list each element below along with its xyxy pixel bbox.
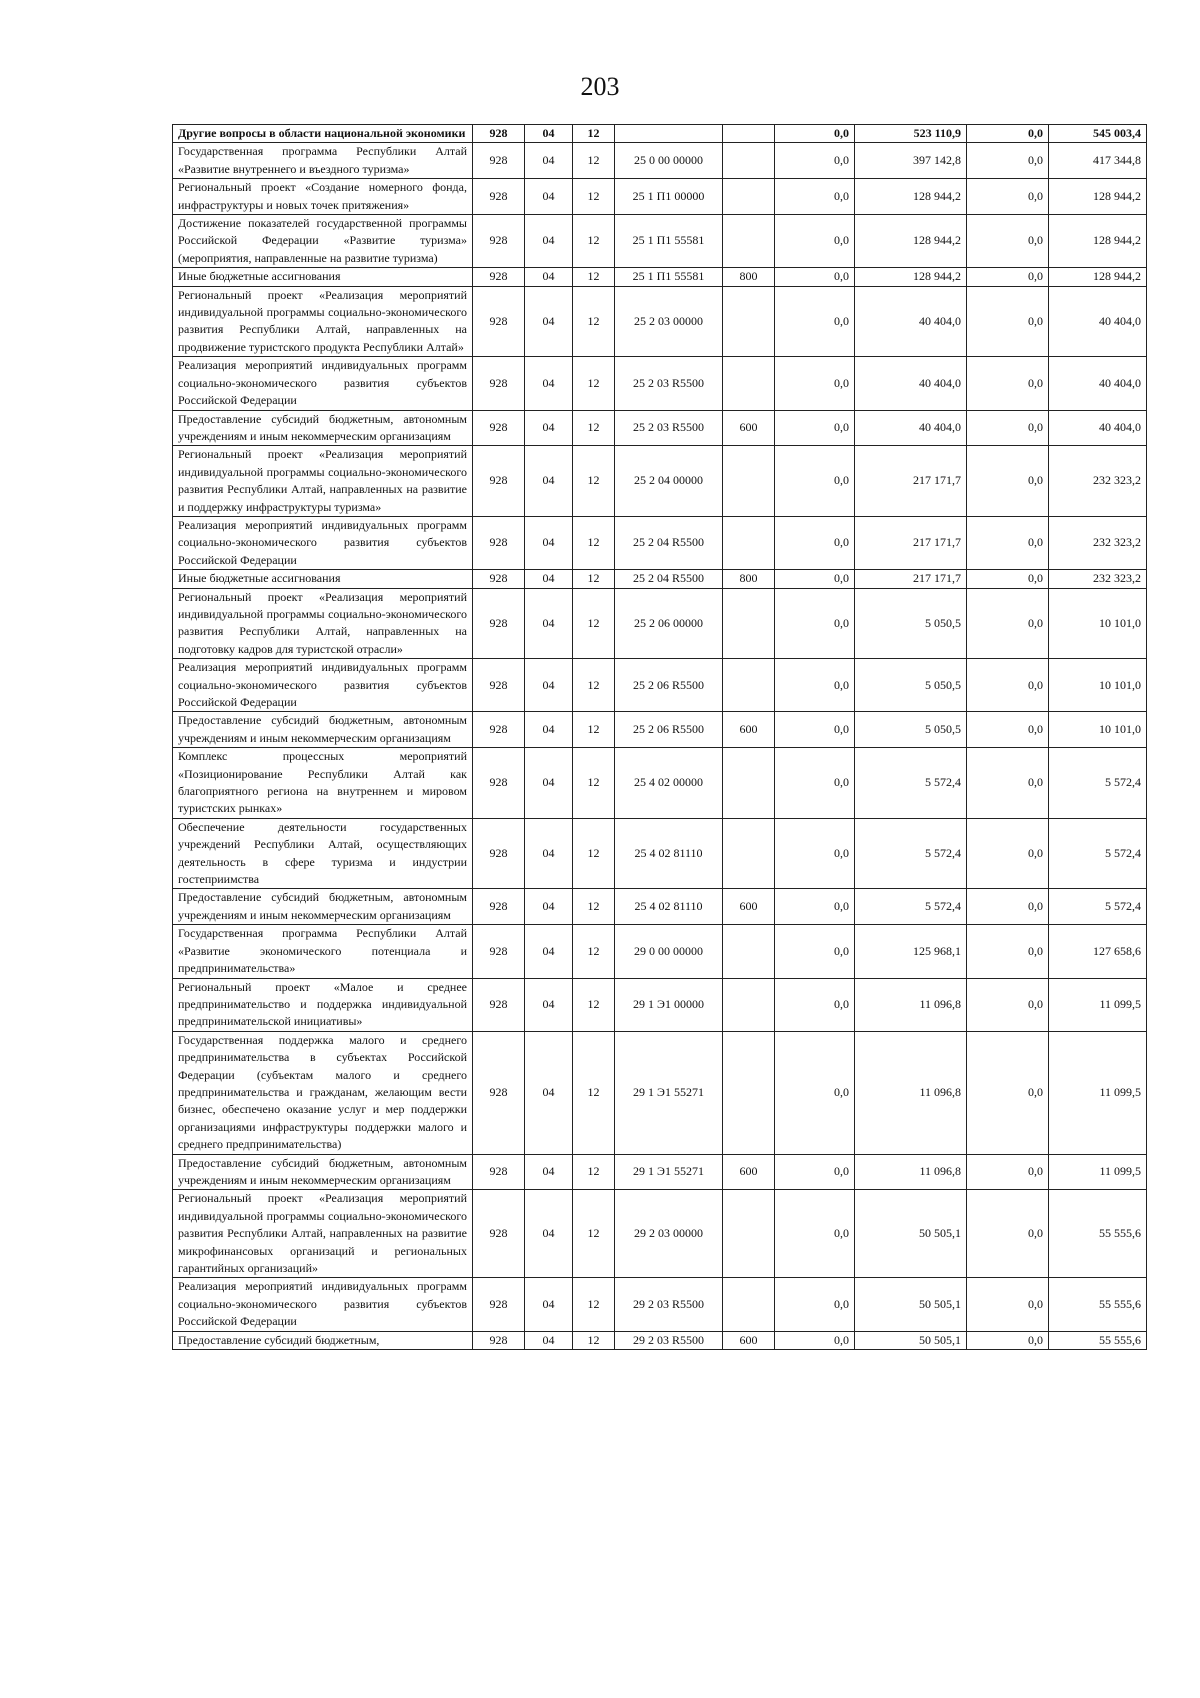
amount-cell-4: 11 099,5 — [1049, 978, 1147, 1031]
section-code-cell: 04 — [525, 286, 573, 357]
row-name-cell: Предоставление субсидий бюджетным, — [173, 1331, 473, 1349]
table-row — [173, 978, 1147, 1031]
target-article-cell: 25 0 00 00000 — [615, 143, 723, 179]
row-name-cell: Предоставление субсидий бюджетным, автономным учреждениям и иным некоммерческим организациям — [173, 410, 473, 446]
subsection-code-cell: 12 — [573, 125, 615, 143]
budget-table — [172, 124, 1147, 1350]
table-row — [173, 1154, 1147, 1190]
ministry-code-cell: 928 — [473, 712, 525, 748]
row-name-cell: Региональный проект «Малое и среднее предпринимательство и поддержка индивидуальной предпринимательской инициативы» — [173, 978, 473, 1031]
amount-cell-2: 11 096,8 — [855, 978, 967, 1031]
amount-cell-4: 40 404,0 — [1049, 410, 1147, 446]
section-code-cell: 04 — [525, 1154, 573, 1190]
row-name-cell: Региональный проект «Создание номерного фонда, инфраструктуры и новых точек притяжения» — [173, 179, 473, 215]
section-code-cell: 04 — [525, 748, 573, 819]
subsection-code-cell: 12 — [573, 1154, 615, 1190]
row-name-cell: Государственная программа Республики Алтай «Развитие экономического потенциала и предпринимательства» — [173, 925, 473, 978]
amount-cell-1: 0,0 — [775, 410, 855, 446]
row-name-cell: Обеспечение деятельности государственных учреждений Республики Алтай, осуществляющих деятельность в сфере туризма и индустрии гостеприимства — [173, 818, 473, 889]
target-article-cell: 25 4 02 81110 — [615, 818, 723, 889]
amount-cell-4: 11 099,5 — [1049, 1154, 1147, 1190]
amount-cell-3: 0,0 — [967, 446, 1049, 517]
ministry-code-cell: 928 — [473, 125, 525, 143]
row-name-cell: Иные бюджетные ассигнования — [173, 268, 473, 286]
amount-cell-3: 0,0 — [967, 268, 1049, 286]
ministry-code-cell: 928 — [473, 1331, 525, 1349]
amount-cell-1: 0,0 — [775, 1331, 855, 1349]
expense-type-cell — [723, 215, 775, 268]
section-code-cell: 04 — [525, 179, 573, 215]
section-code-cell: 04 — [525, 446, 573, 517]
section-code-cell: 04 — [525, 143, 573, 179]
target-article-cell: 29 2 03 R5500 — [615, 1278, 723, 1331]
expense-type-cell — [723, 125, 775, 143]
amount-cell-3: 0,0 — [967, 818, 1049, 889]
amount-cell-4: 5 572,4 — [1049, 748, 1147, 819]
amount-cell-4: 128 944,2 — [1049, 268, 1147, 286]
subsection-code-cell: 12 — [573, 925, 615, 978]
row-name-cell: Иные бюджетные ассигнования — [173, 570, 473, 588]
target-article-cell: 25 2 03 R5500 — [615, 357, 723, 410]
subsection-code-cell: 12 — [573, 1031, 615, 1154]
subsection-code-cell: 12 — [573, 179, 615, 215]
ministry-code-cell: 928 — [473, 179, 525, 215]
expense-type-cell — [723, 748, 775, 819]
table-row — [173, 588, 1147, 659]
row-name-cell: Региональный проект «Реализация мероприятий индивидуальной программы социально-экономического развития Республики Алтай, направленных на развитие и поддержку инфраструктуры туризма» — [173, 446, 473, 517]
section-code-cell: 04 — [525, 818, 573, 889]
section-code-cell: 04 — [525, 588, 573, 659]
subsection-code-cell: 12 — [573, 446, 615, 517]
ministry-code-cell: 928 — [473, 357, 525, 410]
ministry-code-cell: 928 — [473, 1278, 525, 1331]
amount-cell-4: 40 404,0 — [1049, 286, 1147, 357]
row-name-cell: Государственная поддержка малого и среднего предпринимательства в субъектах Российской Федерации (субъектам малого и среднего предпринимательства и гражданам, желающим вести бизнес, обеспечено оказание услуг и мер поддержки организациями инфраструктуры поддержки малого и среднего предпринимательства) — [173, 1031, 473, 1154]
amount-cell-4: 417 344,8 — [1049, 143, 1147, 179]
amount-cell-1: 0,0 — [775, 570, 855, 588]
table-row — [173, 125, 1147, 143]
amount-cell-3: 0,0 — [967, 570, 1049, 588]
amount-cell-2: 5 050,5 — [855, 659, 967, 712]
expense-type-cell: 800 — [723, 570, 775, 588]
subsection-code-cell: 12 — [573, 143, 615, 179]
subsection-code-cell: 12 — [573, 818, 615, 889]
ministry-code-cell: 928 — [473, 588, 525, 659]
amount-cell-3: 0,0 — [967, 410, 1049, 446]
subsection-code-cell: 12 — [573, 748, 615, 819]
row-name-cell: Государственная программа Республики Алтай «Развитие внутреннего и въездного туризма» — [173, 143, 473, 179]
table-row — [173, 925, 1147, 978]
row-name-cell: Реализация мероприятий индивидуальных программ социально-экономического развития субъектов Российской Федерации — [173, 659, 473, 712]
amount-cell-2: 50 505,1 — [855, 1331, 967, 1349]
table-row — [173, 268, 1147, 286]
section-code-cell: 04 — [525, 659, 573, 712]
target-article-cell: 25 2 04 R5500 — [615, 516, 723, 569]
amount-cell-4: 10 101,0 — [1049, 588, 1147, 659]
amount-cell-1: 0,0 — [775, 1154, 855, 1190]
amount-cell-2: 125 968,1 — [855, 925, 967, 978]
page-number: 203 — [580, 72, 620, 101]
amount-cell-2: 5 050,5 — [855, 588, 967, 659]
amount-cell-1: 0,0 — [775, 889, 855, 925]
amount-cell-2: 217 171,7 — [855, 446, 967, 517]
amount-cell-2: 128 944,2 — [855, 268, 967, 286]
table-row — [173, 889, 1147, 925]
amount-cell-3: 0,0 — [967, 516, 1049, 569]
amount-cell-4: 40 404,0 — [1049, 357, 1147, 410]
amount-cell-3: 0,0 — [967, 1190, 1049, 1278]
section-code-cell: 04 — [525, 889, 573, 925]
subsection-code-cell: 12 — [573, 410, 615, 446]
section-code-cell: 04 — [525, 1331, 573, 1349]
amount-cell-1: 0,0 — [775, 925, 855, 978]
amount-cell-4: 232 323,2 — [1049, 516, 1147, 569]
table-row — [173, 516, 1147, 569]
section-code-cell: 04 — [525, 1190, 573, 1278]
table-row — [173, 659, 1147, 712]
target-article-cell: 29 1 Э1 00000 — [615, 978, 723, 1031]
target-article-cell: 25 2 03 R5500 — [615, 410, 723, 446]
amount-cell-2: 5 572,4 — [855, 889, 967, 925]
amount-cell-1: 0,0 — [775, 446, 855, 517]
amount-cell-3: 0,0 — [967, 286, 1049, 357]
amount-cell-1: 0,0 — [775, 712, 855, 748]
amount-cell-2: 217 171,7 — [855, 516, 967, 569]
table-row — [173, 570, 1147, 588]
amount-cell-1: 0,0 — [775, 286, 855, 357]
amount-cell-1: 0,0 — [775, 516, 855, 569]
section-code-cell: 04 — [525, 516, 573, 569]
amount-cell-4: 55 555,6 — [1049, 1331, 1147, 1349]
row-name-cell: Региональный проект «Реализация мероприятий индивидуальной программы социально-экономического развития Республики Алтай, направленных на продвижение туристского продукта Республики Алтай» — [173, 286, 473, 357]
target-article-cell: 25 2 04 00000 — [615, 446, 723, 517]
table-row — [173, 179, 1147, 215]
table-row — [173, 1190, 1147, 1278]
amount-cell-4: 11 099,5 — [1049, 1031, 1147, 1154]
amount-cell-3: 0,0 — [967, 357, 1049, 410]
amount-cell-2: 5 050,5 — [855, 712, 967, 748]
amount-cell-2: 217 171,7 — [855, 570, 967, 588]
amount-cell-1: 0,0 — [775, 179, 855, 215]
ministry-code-cell: 928 — [473, 978, 525, 1031]
row-name-cell: Комплекс процессных мероприятий «Позиционирование Республики Алтай как благоприятного региона на внутреннем и мировом туристских рынках» — [173, 748, 473, 819]
subsection-code-cell: 12 — [573, 1190, 615, 1278]
amount-cell-2: 5 572,4 — [855, 818, 967, 889]
amount-cell-4: 5 572,4 — [1049, 889, 1147, 925]
section-code-cell: 04 — [525, 570, 573, 588]
subsection-code-cell: 12 — [573, 712, 615, 748]
row-name-cell: Реализация мероприятий индивидуальных программ социально-экономического развития субъектов Российской Федерации — [173, 1278, 473, 1331]
amount-cell-1: 0,0 — [775, 1031, 855, 1154]
target-article-cell: 29 0 00 00000 — [615, 925, 723, 978]
target-article-cell: 25 2 06 R5500 — [615, 659, 723, 712]
ministry-code-cell: 928 — [473, 1031, 525, 1154]
expense-type-cell: 600 — [723, 889, 775, 925]
expense-type-cell — [723, 1031, 775, 1154]
amount-cell-2: 128 944,2 — [855, 215, 967, 268]
amount-cell-2: 5 572,4 — [855, 748, 967, 819]
amount-cell-2: 397 142,8 — [855, 143, 967, 179]
row-name-cell: Региональный проект «Реализация мероприятий индивидуальной программы социально-экономического развития Республики Алтай, направленных на развитие микрофинансовых организаций и региональных гарантийных организаций» — [173, 1190, 473, 1278]
expense-type-cell — [723, 143, 775, 179]
amount-cell-3: 0,0 — [967, 1154, 1049, 1190]
row-name-cell: Региональный проект «Реализация мероприятий индивидуальной программы социально-экономического развития Республики Алтай, направленных на подготовку кадров для туристской отрасли» — [173, 588, 473, 659]
subsection-code-cell: 12 — [573, 357, 615, 410]
ministry-code-cell: 928 — [473, 748, 525, 819]
section-code-cell: 04 — [525, 268, 573, 286]
amount-cell-4: 55 555,6 — [1049, 1278, 1147, 1331]
amount-cell-1: 0,0 — [775, 588, 855, 659]
section-code-cell: 04 — [525, 410, 573, 446]
target-article-cell: 25 1 П1 00000 — [615, 179, 723, 215]
amount-cell-4: 232 323,2 — [1049, 446, 1147, 517]
amount-cell-1: 0,0 — [775, 659, 855, 712]
expense-type-cell — [723, 588, 775, 659]
amount-cell-2: 50 505,1 — [855, 1278, 967, 1331]
amount-cell-4: 128 944,2 — [1049, 179, 1147, 215]
table-row — [173, 357, 1147, 410]
amount-cell-4: 127 658,6 — [1049, 925, 1147, 978]
table-row — [173, 818, 1147, 889]
section-code-cell: 04 — [525, 925, 573, 978]
target-article-cell: 25 4 02 00000 — [615, 748, 723, 819]
expense-type-cell — [723, 357, 775, 410]
amount-cell-3: 0,0 — [967, 889, 1049, 925]
expense-type-cell — [723, 1190, 775, 1278]
amount-cell-2: 40 404,0 — [855, 286, 967, 357]
amount-cell-3: 0,0 — [967, 125, 1049, 143]
amount-cell-4: 128 944,2 — [1049, 215, 1147, 268]
ministry-code-cell: 928 — [473, 516, 525, 569]
table-row — [173, 410, 1147, 446]
ministry-code-cell: 928 — [473, 215, 525, 268]
target-article-cell: 29 1 Э1 55271 — [615, 1154, 723, 1190]
table-row — [173, 1278, 1147, 1331]
subsection-code-cell: 12 — [573, 268, 615, 286]
table-row — [173, 446, 1147, 517]
target-article-cell: 25 2 06 00000 — [615, 588, 723, 659]
amount-cell-1: 0,0 — [775, 268, 855, 286]
section-code-cell: 04 — [525, 1031, 573, 1154]
expense-type-cell: 600 — [723, 1331, 775, 1349]
amount-cell-3: 0,0 — [967, 1278, 1049, 1331]
amount-cell-3: 0,0 — [967, 143, 1049, 179]
amount-cell-4: 10 101,0 — [1049, 659, 1147, 712]
amount-cell-1: 0,0 — [775, 818, 855, 889]
amount-cell-2: 11 096,8 — [855, 1154, 967, 1190]
expense-type-cell: 600 — [723, 712, 775, 748]
expense-type-cell — [723, 659, 775, 712]
subsection-code-cell: 12 — [573, 659, 615, 712]
table-row — [173, 143, 1147, 179]
row-name-cell: Предоставление субсидий бюджетным, автономным учреждениям и иным некоммерческим организациям — [173, 889, 473, 925]
ministry-code-cell: 928 — [473, 286, 525, 357]
amount-cell-4: 55 555,6 — [1049, 1190, 1147, 1278]
expense-type-cell — [723, 1278, 775, 1331]
amount-cell-2: 40 404,0 — [855, 357, 967, 410]
target-article-cell: 25 2 04 R5500 — [615, 570, 723, 588]
section-code-cell: 04 — [525, 978, 573, 1031]
subsection-code-cell: 12 — [573, 286, 615, 357]
amount-cell-1: 0,0 — [775, 978, 855, 1031]
section-code-cell: 04 — [525, 215, 573, 268]
amount-cell-3: 0,0 — [967, 179, 1049, 215]
subsection-code-cell: 12 — [573, 516, 615, 569]
expense-type-cell — [723, 179, 775, 215]
subsection-code-cell: 12 — [573, 215, 615, 268]
row-name-cell: Достижение показателей государственной программы Российской Федерации «Развитие туризма» (мероприятия, направленные на развитие туризма) — [173, 215, 473, 268]
expense-type-cell — [723, 818, 775, 889]
amount-cell-3: 0,0 — [967, 1031, 1049, 1154]
amount-cell-3: 0,0 — [967, 1331, 1049, 1349]
expense-type-cell — [723, 516, 775, 569]
target-article-cell: 29 2 03 00000 — [615, 1190, 723, 1278]
table-row — [173, 1331, 1147, 1349]
ministry-code-cell: 928 — [473, 1154, 525, 1190]
amount-cell-2: 11 096,8 — [855, 1031, 967, 1154]
expense-type-cell — [723, 978, 775, 1031]
target-article-cell: 29 2 03 R5500 — [615, 1331, 723, 1349]
ministry-code-cell: 928 — [473, 889, 525, 925]
amount-cell-3: 0,0 — [967, 712, 1049, 748]
expense-type-cell — [723, 925, 775, 978]
expense-type-cell — [723, 286, 775, 357]
target-article-cell — [615, 125, 723, 143]
subsection-code-cell: 12 — [573, 978, 615, 1031]
expense-type-cell: 600 — [723, 410, 775, 446]
amount-cell-2: 50 505,1 — [855, 1190, 967, 1278]
subsection-code-cell: 12 — [573, 1278, 615, 1331]
expense-type-cell — [723, 446, 775, 517]
table-row — [173, 748, 1147, 819]
table-row — [173, 1031, 1147, 1154]
target-article-cell: 25 4 02 81110 — [615, 889, 723, 925]
amount-cell-2: 40 404,0 — [855, 410, 967, 446]
row-name-cell: Реализация мероприятий индивидуальных программ социально-экономического развития субъектов Российской Федерации — [173, 516, 473, 569]
amount-cell-3: 0,0 — [967, 215, 1049, 268]
section-code-cell: 04 — [525, 357, 573, 410]
ministry-code-cell: 928 — [473, 570, 525, 588]
amount-cell-3: 0,0 — [967, 978, 1049, 1031]
amount-cell-1: 0,0 — [775, 143, 855, 179]
amount-cell-4: 10 101,0 — [1049, 712, 1147, 748]
amount-cell-1: 0,0 — [775, 357, 855, 410]
ministry-code-cell: 928 — [473, 143, 525, 179]
amount-cell-1: 0,0 — [775, 1278, 855, 1331]
expense-type-cell: 600 — [723, 1154, 775, 1190]
row-name-cell: Другие вопросы в области национальной экономики — [173, 125, 473, 143]
ministry-code-cell: 928 — [473, 818, 525, 889]
table-row — [173, 215, 1147, 268]
table-row — [173, 712, 1147, 748]
target-article-cell: 25 1 П1 55581 — [615, 215, 723, 268]
subsection-code-cell: 12 — [573, 1331, 615, 1349]
amount-cell-4: 232 323,2 — [1049, 570, 1147, 588]
row-name-cell: Предоставление субсидий бюджетным, автономным учреждениям и иным некоммерческим организациям — [173, 712, 473, 748]
target-article-cell: 25 2 03 00000 — [615, 286, 723, 357]
amount-cell-1: 0,0 — [775, 215, 855, 268]
amount-cell-4: 5 572,4 — [1049, 818, 1147, 889]
subsection-code-cell: 12 — [573, 889, 615, 925]
section-code-cell: 04 — [525, 1278, 573, 1331]
amount-cell-3: 0,0 — [967, 588, 1049, 659]
amount-cell-2: 128 944,2 — [855, 179, 967, 215]
ministry-code-cell: 928 — [473, 1190, 525, 1278]
row-name-cell: Предоставление субсидий бюджетным, автономным учреждениям и иным некоммерческим организациям — [173, 1154, 473, 1190]
section-code-cell: 04 — [525, 125, 573, 143]
ministry-code-cell: 928 — [473, 925, 525, 978]
target-article-cell: 25 1 П1 55581 — [615, 268, 723, 286]
amount-cell-1: 0,0 — [775, 125, 855, 143]
target-article-cell: 25 2 06 R5500 — [615, 712, 723, 748]
ministry-code-cell: 928 — [473, 410, 525, 446]
subsection-code-cell: 12 — [573, 570, 615, 588]
ministry-code-cell: 928 — [473, 446, 525, 517]
expense-type-cell: 800 — [723, 268, 775, 286]
amount-cell-1: 0,0 — [775, 1190, 855, 1278]
budget-table-body — [173, 125, 1147, 1350]
amount-cell-3: 0,0 — [967, 925, 1049, 978]
table-row — [173, 286, 1147, 357]
target-article-cell: 29 1 Э1 55271 — [615, 1031, 723, 1154]
amount-cell-2: 523 110,9 — [855, 125, 967, 143]
ministry-code-cell: 928 — [473, 268, 525, 286]
subsection-code-cell: 12 — [573, 588, 615, 659]
ministry-code-cell: 928 — [473, 659, 525, 712]
amount-cell-1: 0,0 — [775, 748, 855, 819]
amount-cell-3: 0,0 — [967, 659, 1049, 712]
row-name-cell: Реализация мероприятий индивидуальных программ социально-экономического развития субъектов Российской Федерации — [173, 357, 473, 410]
amount-cell-3: 0,0 — [967, 748, 1049, 819]
amount-cell-4: 545 003,4 — [1049, 125, 1147, 143]
section-code-cell: 04 — [525, 712, 573, 748]
